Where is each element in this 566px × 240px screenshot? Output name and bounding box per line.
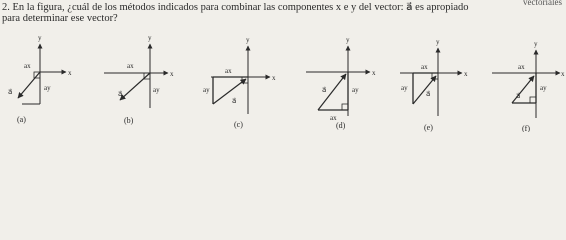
option-a-diagram[interactable] [8, 34, 72, 104]
option-f-diagram[interactable] [492, 40, 565, 118]
option-c-label: (c) [234, 120, 243, 129]
option-b-ax-label: ax [127, 62, 134, 70]
option-e-label: (e) [424, 123, 433, 132]
option-d-ax-label: ax [330, 114, 337, 122]
option-c-diagram[interactable] [203, 36, 276, 114]
option-f-a-label: a⃗ [516, 92, 521, 100]
question-line-1: 2. En la figura, ¿cuál de los métodos indicados para combinar las componentes x e y del vector: a⃗ es apropiado [2, 2, 469, 13]
option-b-diagram[interactable] [104, 34, 174, 108]
option-e-x-label: x [464, 70, 468, 78]
question-line-2: para determinar ese vector? [2, 13, 118, 24]
option-b-ay-label: ay [153, 86, 160, 94]
option-b-x-label: x [170, 70, 174, 78]
option-a-y-label: y [38, 34, 42, 42]
option-c-x-label: x [272, 74, 276, 82]
option-f-label: (f) [522, 124, 530, 132]
option-f-ay-label: ay [540, 84, 547, 92]
option-f-ax-label: ax [518, 63, 525, 71]
option-d-ay-label: ay [352, 86, 359, 94]
option-a-a-label: a⃗ [8, 88, 13, 96]
option-b-a-label: a⃗ [118, 90, 123, 98]
option-c-y-label: y [246, 36, 250, 44]
option-a-label: (a) [17, 115, 26, 124]
option-d-diagram[interactable] [306, 36, 376, 122]
option-d-label: (d) [336, 121, 346, 130]
option-d-x-label: x [372, 69, 376, 77]
option-a-x-label: x [68, 69, 72, 77]
option-f-x-label: x [561, 70, 565, 78]
option-c-ay-label: ay [203, 86, 210, 94]
option-d-a-label: a⃗ [322, 86, 327, 94]
option-b-y-label: y [148, 34, 152, 42]
option-e-a-label: a⃗ [426, 90, 431, 98]
option-c-a-label: a⃗ [232, 97, 237, 105]
option-e-ay-label: ay [401, 84, 408, 92]
option-e-diagram[interactable] [400, 38, 468, 116]
option-b-label: (b) [124, 116, 134, 125]
option-e-ax-label: ax [421, 63, 428, 71]
option-c-ax-label: ax [225, 67, 232, 75]
corner-header-fragment: vectoriales [523, 0, 562, 7]
option-f-y-label: y [534, 40, 538, 48]
option-e-y-label: y [436, 38, 440, 46]
option-a-ax-label: ax [24, 62, 31, 70]
option-d-y-label: y [346, 36, 350, 44]
option-a-ay-label: ay [44, 84, 51, 92]
